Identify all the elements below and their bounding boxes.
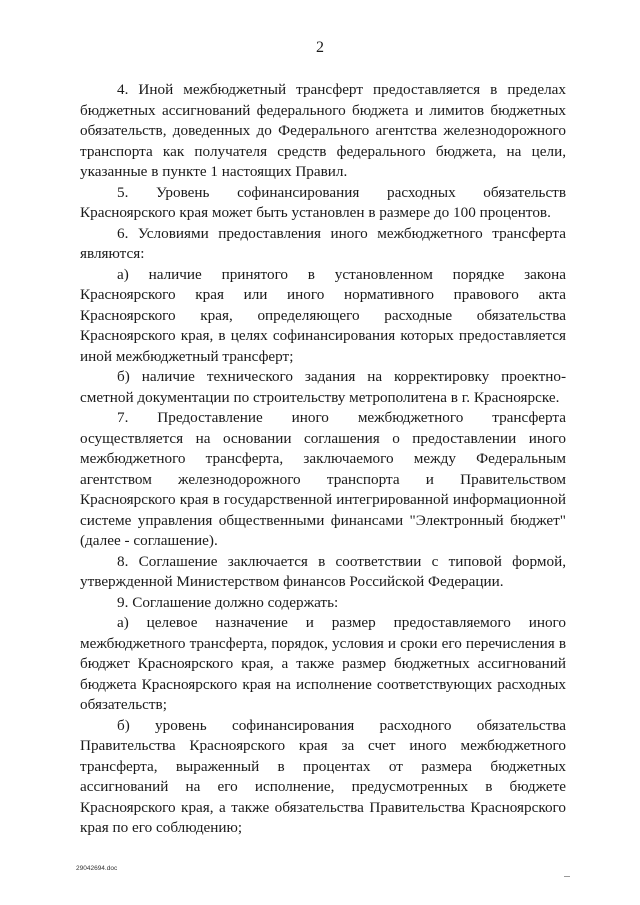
paragraph-9a: а) целевое назначение и размер предоставляемого иного межбюджетного трансферта, порядок, условия и сроки его перечисления в бюджет Красноярского края, а также размер бюджетных ассигнований бюджета Красноярского края на исполнение соответствующих расходных обязательств; <box>80 614 566 713</box>
paragraph-6b: б) наличие технического задания на корректировку проектно-сметной документации по строительству метрополитена в г. Красноярске. <box>80 368 566 406</box>
paragraph-4: 4. Иной межбюджетный трансферт предоставляется в пределах бюджетных ассигнований федерального бюджета и лимитов бюджетных обязательств, доведенных до Федерального агентства железнодорожного транспорта как получателя средств федерального бюджета, на цели, указанные в пункте 1 настоящих Правил. <box>80 81 566 180</box>
paragraph-8: 8. Соглашение заключается в соответствии с типовой формой, утвержденной Министерством финансов Российской Федерации. <box>80 552 566 590</box>
page-number: 2 <box>316 39 324 56</box>
paragraph-6a: а) наличие принятого в установленном порядке закона Красноярского края или иного нормативного правового акта Красноярского края, определяющего расходные обязательства Красноярского края, в целях софинансирования которых предоставляется иной межбюджетный трансферт; <box>80 265 566 365</box>
document-body <box>80 80 566 839</box>
paragraph-6: 6. Условиями предоставления иного межбюджетного трансферта являются: <box>80 224 566 262</box>
paragraph-5: 5. Уровень софинансирования расходных обязательств Красноярского края может быть установлен в размере до 100 процентов. <box>80 183 566 221</box>
paragraph-9: 9. Соглашение должно содержать: <box>117 593 339 611</box>
footer-file-code: 29042694.doc <box>76 865 118 872</box>
paragraph-9b: б) уровень софинансирования расходного обязательства Правительства Красноярского края за счет иного межбюджетного трансферта, выраженный в процентах от размера бюджетных ассигнований на его исполнение, предусмотренных в бюджете Красноярского края, а также обязательства Правительства Красноярского края по его соблюдению; <box>80 716 566 836</box>
paragraph-7: 7. Предоставление иного межбюджетного трансферта осуществляется на основании соглашения о предоставлении иного межбюджетного трансферта, заключаемого между Федеральным агентством железнодорожного транспорта и Правительством Красноярского края в государственной интегрированной информационной системе управления общественными финансами "Электронный бюджет" (далее - соглашение). <box>80 409 566 549</box>
scan-artifact <box>564 876 570 877</box>
